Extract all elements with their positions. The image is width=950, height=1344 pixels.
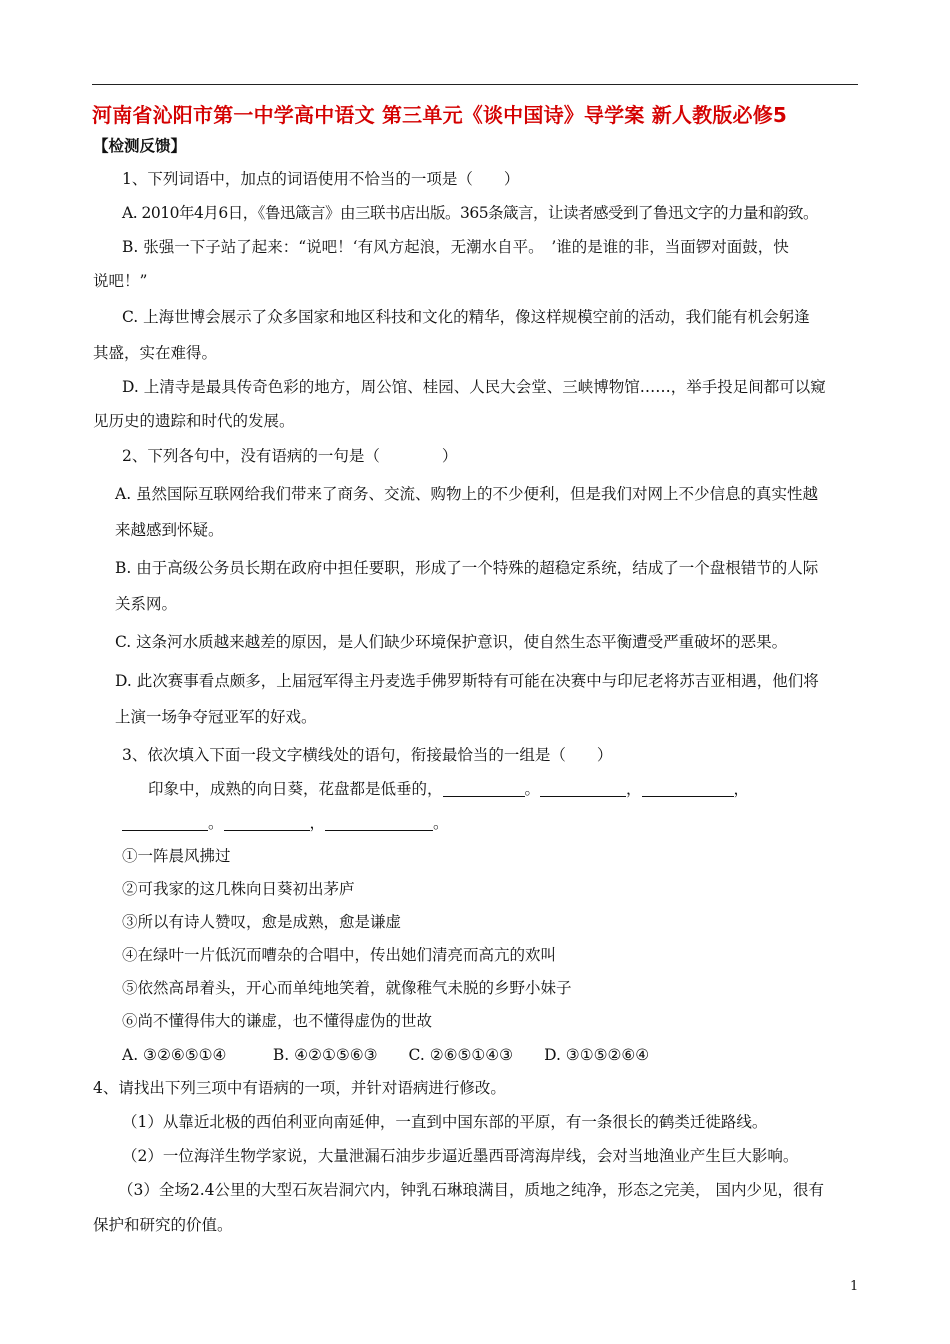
q3-option-5: ⑤依然高昂着头，开心而单纯地笑着，就像稚气未脱的乡野小妹子 (122, 979, 572, 997)
q3-choices: A. ③②⑥⑤①④ B. ④②①⑤⑥③ C. ②⑥⑤①④③ D. ③①⑤②⑥④ (122, 1046, 650, 1064)
q4-sentence-3-line1: （3）全场2.4公里的大型石灰岩洞穴内，钟乳石琳琅满目，质地之纯净，形态之完美， 国内少见，很有 (118, 1181, 824, 1199)
q2-option-a-line1: A. 虽然国际互联网给我们带来了商务、交流、购物上的不少便利，但是我们对网上不少信息的真实性越 (115, 485, 819, 503)
q2-option-b-line2: 关系网。 (115, 595, 178, 613)
q1-option-c-line2: 其盛，实在难得。 (93, 344, 218, 362)
q4-sentence-2: （2）一位海洋生物学家说，大量泄漏石油步步逼近墨西哥湾海岸线，会对当地渔业产生巨大影响。 (122, 1147, 799, 1165)
blank-6 (325, 816, 433, 831)
q1-option-d-line1: D. 上清寺是最具传奇色彩的地方，周公馆、桂园、人民大会堂、三峡博物馆……，举手投足间都可以窥 (122, 378, 826, 396)
blank-4 (122, 816, 208, 831)
q3-passage-line2: 。 ， 。 (122, 816, 449, 832)
q3-option-3: ③所以有诗人赞叹，愈是成熟，愈是谦虚 (122, 913, 402, 931)
blank-1 (443, 782, 525, 797)
q2-option-a-line2: 来越感到怀疑。 (115, 521, 224, 539)
page-number: 1 (850, 1279, 859, 1294)
q2-option-d-line1: D. 此次赛事看点颇多，上届冠军得主丹麦选手佛罗斯特有可能在决赛中与印尼老将苏吉亚相遇，他们将 (115, 672, 819, 690)
blank-5 (224, 816, 310, 831)
q3-option-1: ①一阵晨风拂过 (122, 847, 231, 865)
q1-option-d-line2: 见历史的遗踪和时代的发展。 (93, 412, 295, 430)
q3-option-6: ⑥尚不懂得伟大的谦虚，也不懂得虚伪的世故 (122, 1012, 433, 1030)
q2-option-b-line1: B. 由于高级公务员长期在政府中担任要职，形成了一个特殊的超稳定系统，结成了一个盘根错节的人际 (115, 559, 819, 577)
q2-option-d-line2: 上演一场争夺冠亚军的好戏。 (115, 708, 317, 726)
q1-option-b-line1: B. 张强一下子站了起来：“说吧！‘有风方起浪，无潮水自平。 ’谁的是谁的非，当面锣对面鼓，快 (122, 238, 789, 256)
q2-stem: 2、下列各句中，没有语病的一句是（ ） (122, 447, 458, 465)
q1-stem: 1、下列词语中，加点的词语使用不恰当的一项是（ ） (122, 170, 520, 188)
q4-sentence-3-line2: 保护和研究的价值。 (93, 1216, 233, 1234)
q4-stem: 4、请找出下列三项中有语病的一项，并针对语病进行修改。 (93, 1079, 506, 1097)
q3-passage-text: 印象中，成熟的向日葵，花盘都是低垂的， (148, 780, 443, 798)
q3-stem: 3、依次填入下面一段文字横线处的语句，衔接最恰当的一组是（ ） (122, 746, 613, 764)
q2-option-c: C. 这条河水质越来越差的原因，是人们缺少环境保护意识，使自然生态平衡遭受严重破坏的恶果。 (115, 633, 788, 651)
q3-option-4: ④在绿叶一片低沉而嘈杂的合唱中，传出她们清亮而高亢的欢叫 (122, 946, 557, 964)
q3-passage-line1: 印象中，成熟的向日葵，花盘都是低垂的， 。 ， ， (148, 780, 750, 798)
q3-option-2: ②可我家的这几株向日葵初出茅庐 (122, 880, 355, 898)
header-rule (92, 84, 858, 85)
document-title: 河南省沁阳市第一中学高中语文 第三单元《谈中国诗》导学案 新人教版必修5 (92, 103, 788, 127)
q1-option-b-line2: 说吧！” (93, 272, 148, 290)
blank-2 (540, 782, 626, 797)
q4-sentence-1: （1）从靠近北极的西伯利亚向南延伸，一直到中国东部的平原，有一条很长的鹤类迁徙路线。 (122, 1113, 768, 1131)
q1-option-c-line1: C. 上海世博会展示了众多国家和地区科技和文化的精华，像这样规模空前的活动，我们能有机会躬逢 (122, 308, 810, 326)
section-heading: 【检测反馈】 (93, 137, 187, 155)
q1-option-a: A. 2010年4月6日，《鲁迅箴言》由三联书店出版。365条箴言，让读者感受到了鲁迅文字的力量和韵致。 (122, 204, 819, 222)
blank-3 (642, 782, 734, 797)
